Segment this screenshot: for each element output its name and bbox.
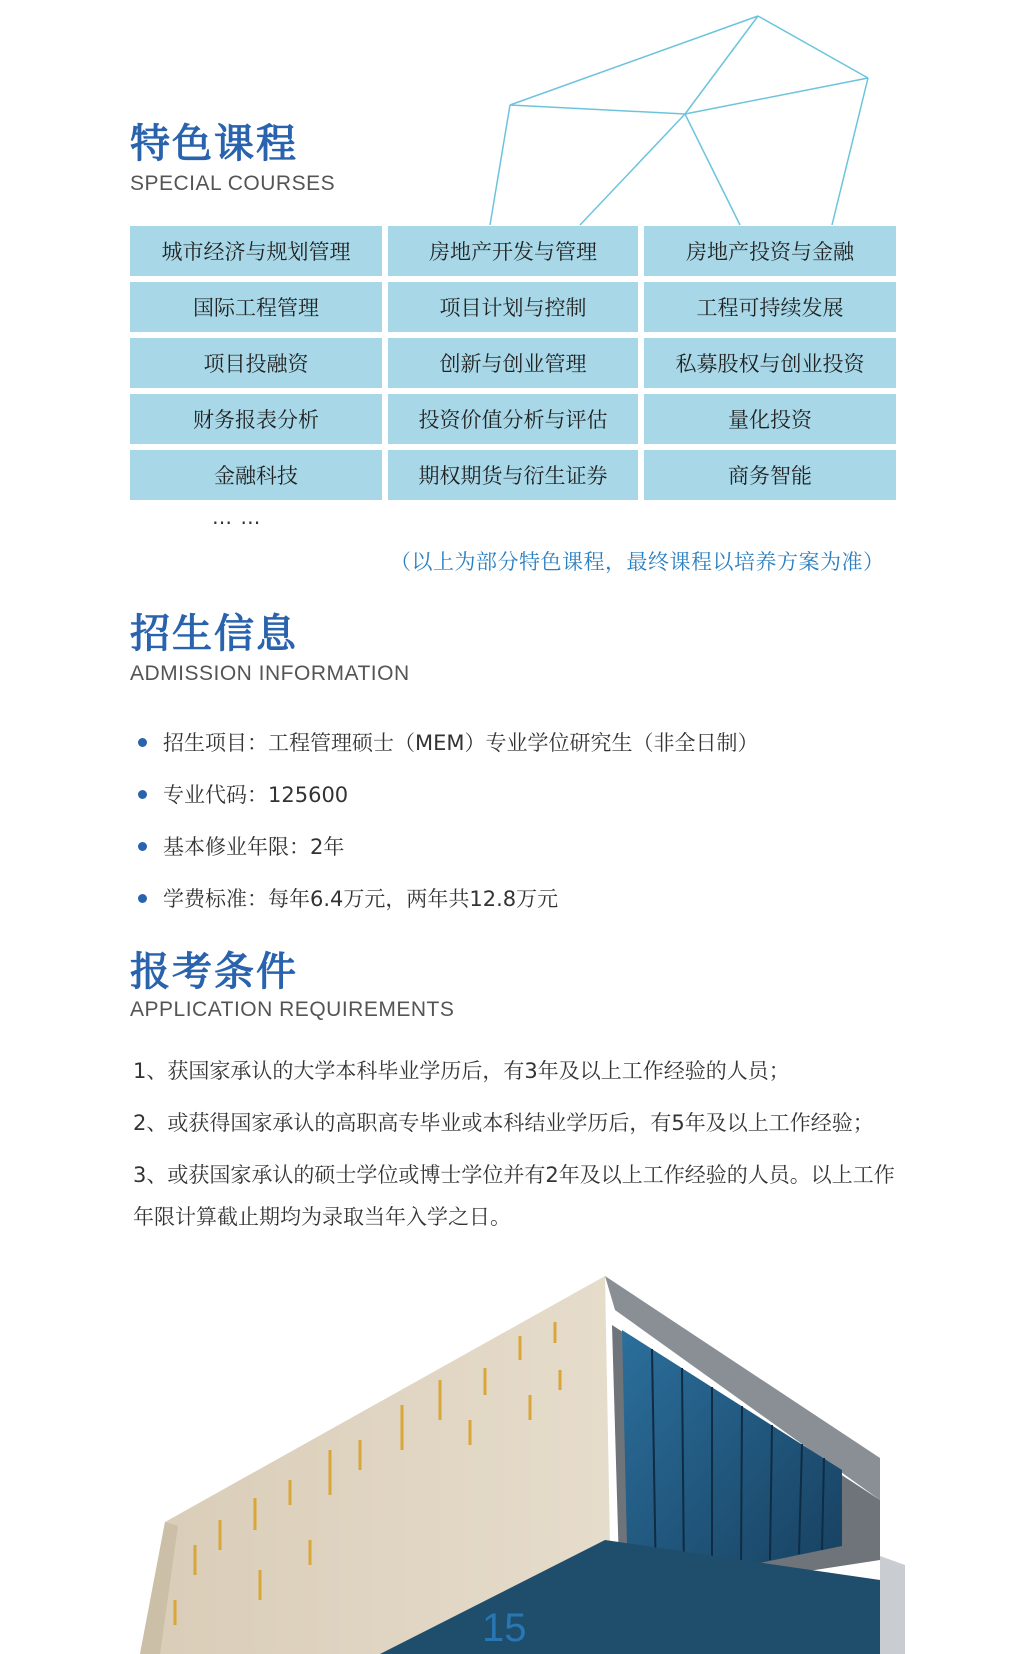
requirements-subtitle: APPLICATION REQUIREMENTS [130, 998, 455, 1021]
course-cell: 项目计划与控制 [388, 282, 638, 332]
courses-subtitle: SPECIAL COURSES [130, 172, 336, 195]
list-item [138, 768, 759, 820]
admission-subtitle: ADMISSION INFORMATION [130, 662, 410, 685]
course-cell: 房地产开发与管理 [388, 226, 638, 276]
admission-title: 招生信息 [130, 611, 298, 657]
bullet-dot-icon [138, 842, 147, 851]
list-item [138, 872, 759, 924]
course-cell: 城市经济与规划管理 [130, 226, 382, 276]
admission-item: 专业代码：125600 [163, 783, 349, 807]
course-grid [130, 226, 896, 500]
course-cell: 工程可持续发展 [644, 282, 896, 332]
bullet-dot-icon [138, 790, 147, 799]
building-photo [0, 1270, 1024, 1654]
course-cell: 金融科技 [130, 450, 382, 500]
course-cell: 私募股权与创业投资 [644, 338, 896, 388]
requirement-item: 2、或获得国家承认的高职高专毕业或本科结业学历后，有5年及以上工作经验； [133, 1111, 874, 1135]
page-number: 15 [482, 1606, 527, 1650]
list-item [138, 820, 759, 872]
courses-note: （以上为部分特色课程，最终课程以培养方案为准） [390, 550, 885, 574]
requirements-title: 报考条件 [130, 949, 298, 995]
course-cell: 量化投资 [644, 394, 896, 444]
admission-list [138, 716, 759, 924]
list-item [138, 716, 759, 768]
bullet-dot-icon [138, 738, 147, 747]
course-cell: 房地产投资与金融 [644, 226, 896, 276]
course-cell: 商务智能 [644, 450, 896, 500]
requirement-item: 1、获国家承认的大学本科毕业学历后，有3年及以上工作经验的人员； [133, 1059, 790, 1083]
course-cell: 项目投融资 [130, 338, 382, 388]
course-cell: 投资价值分析与评估 [388, 394, 638, 444]
requirement-item: 3、或获国家承认的硕士学位或博士学位并有2年及以上工作经验的人员。以上工作年限计算截止期均为录取当年入学之日。 [133, 1163, 895, 1229]
course-cell: 财务报表分析 [130, 394, 382, 444]
admission-item: 基本修业年限：2年 [163, 835, 345, 859]
courses-ellipsis: … … [212, 505, 262, 529]
course-cell: 期权期货与衍生证券 [388, 450, 638, 500]
admission-item: 招生项目：工程管理硕士（MEM）专业学位研究生（非全日制） [163, 731, 759, 755]
bullet-dot-icon [138, 894, 147, 903]
courses-title: 特色课程 [130, 121, 298, 167]
course-cell: 创新与创业管理 [388, 338, 638, 388]
admission-item: 学费标准：每年6.4万元，两年共12.8万元 [163, 887, 559, 911]
requirements-list [133, 1050, 903, 1248]
course-cell: 国际工程管理 [130, 282, 382, 332]
